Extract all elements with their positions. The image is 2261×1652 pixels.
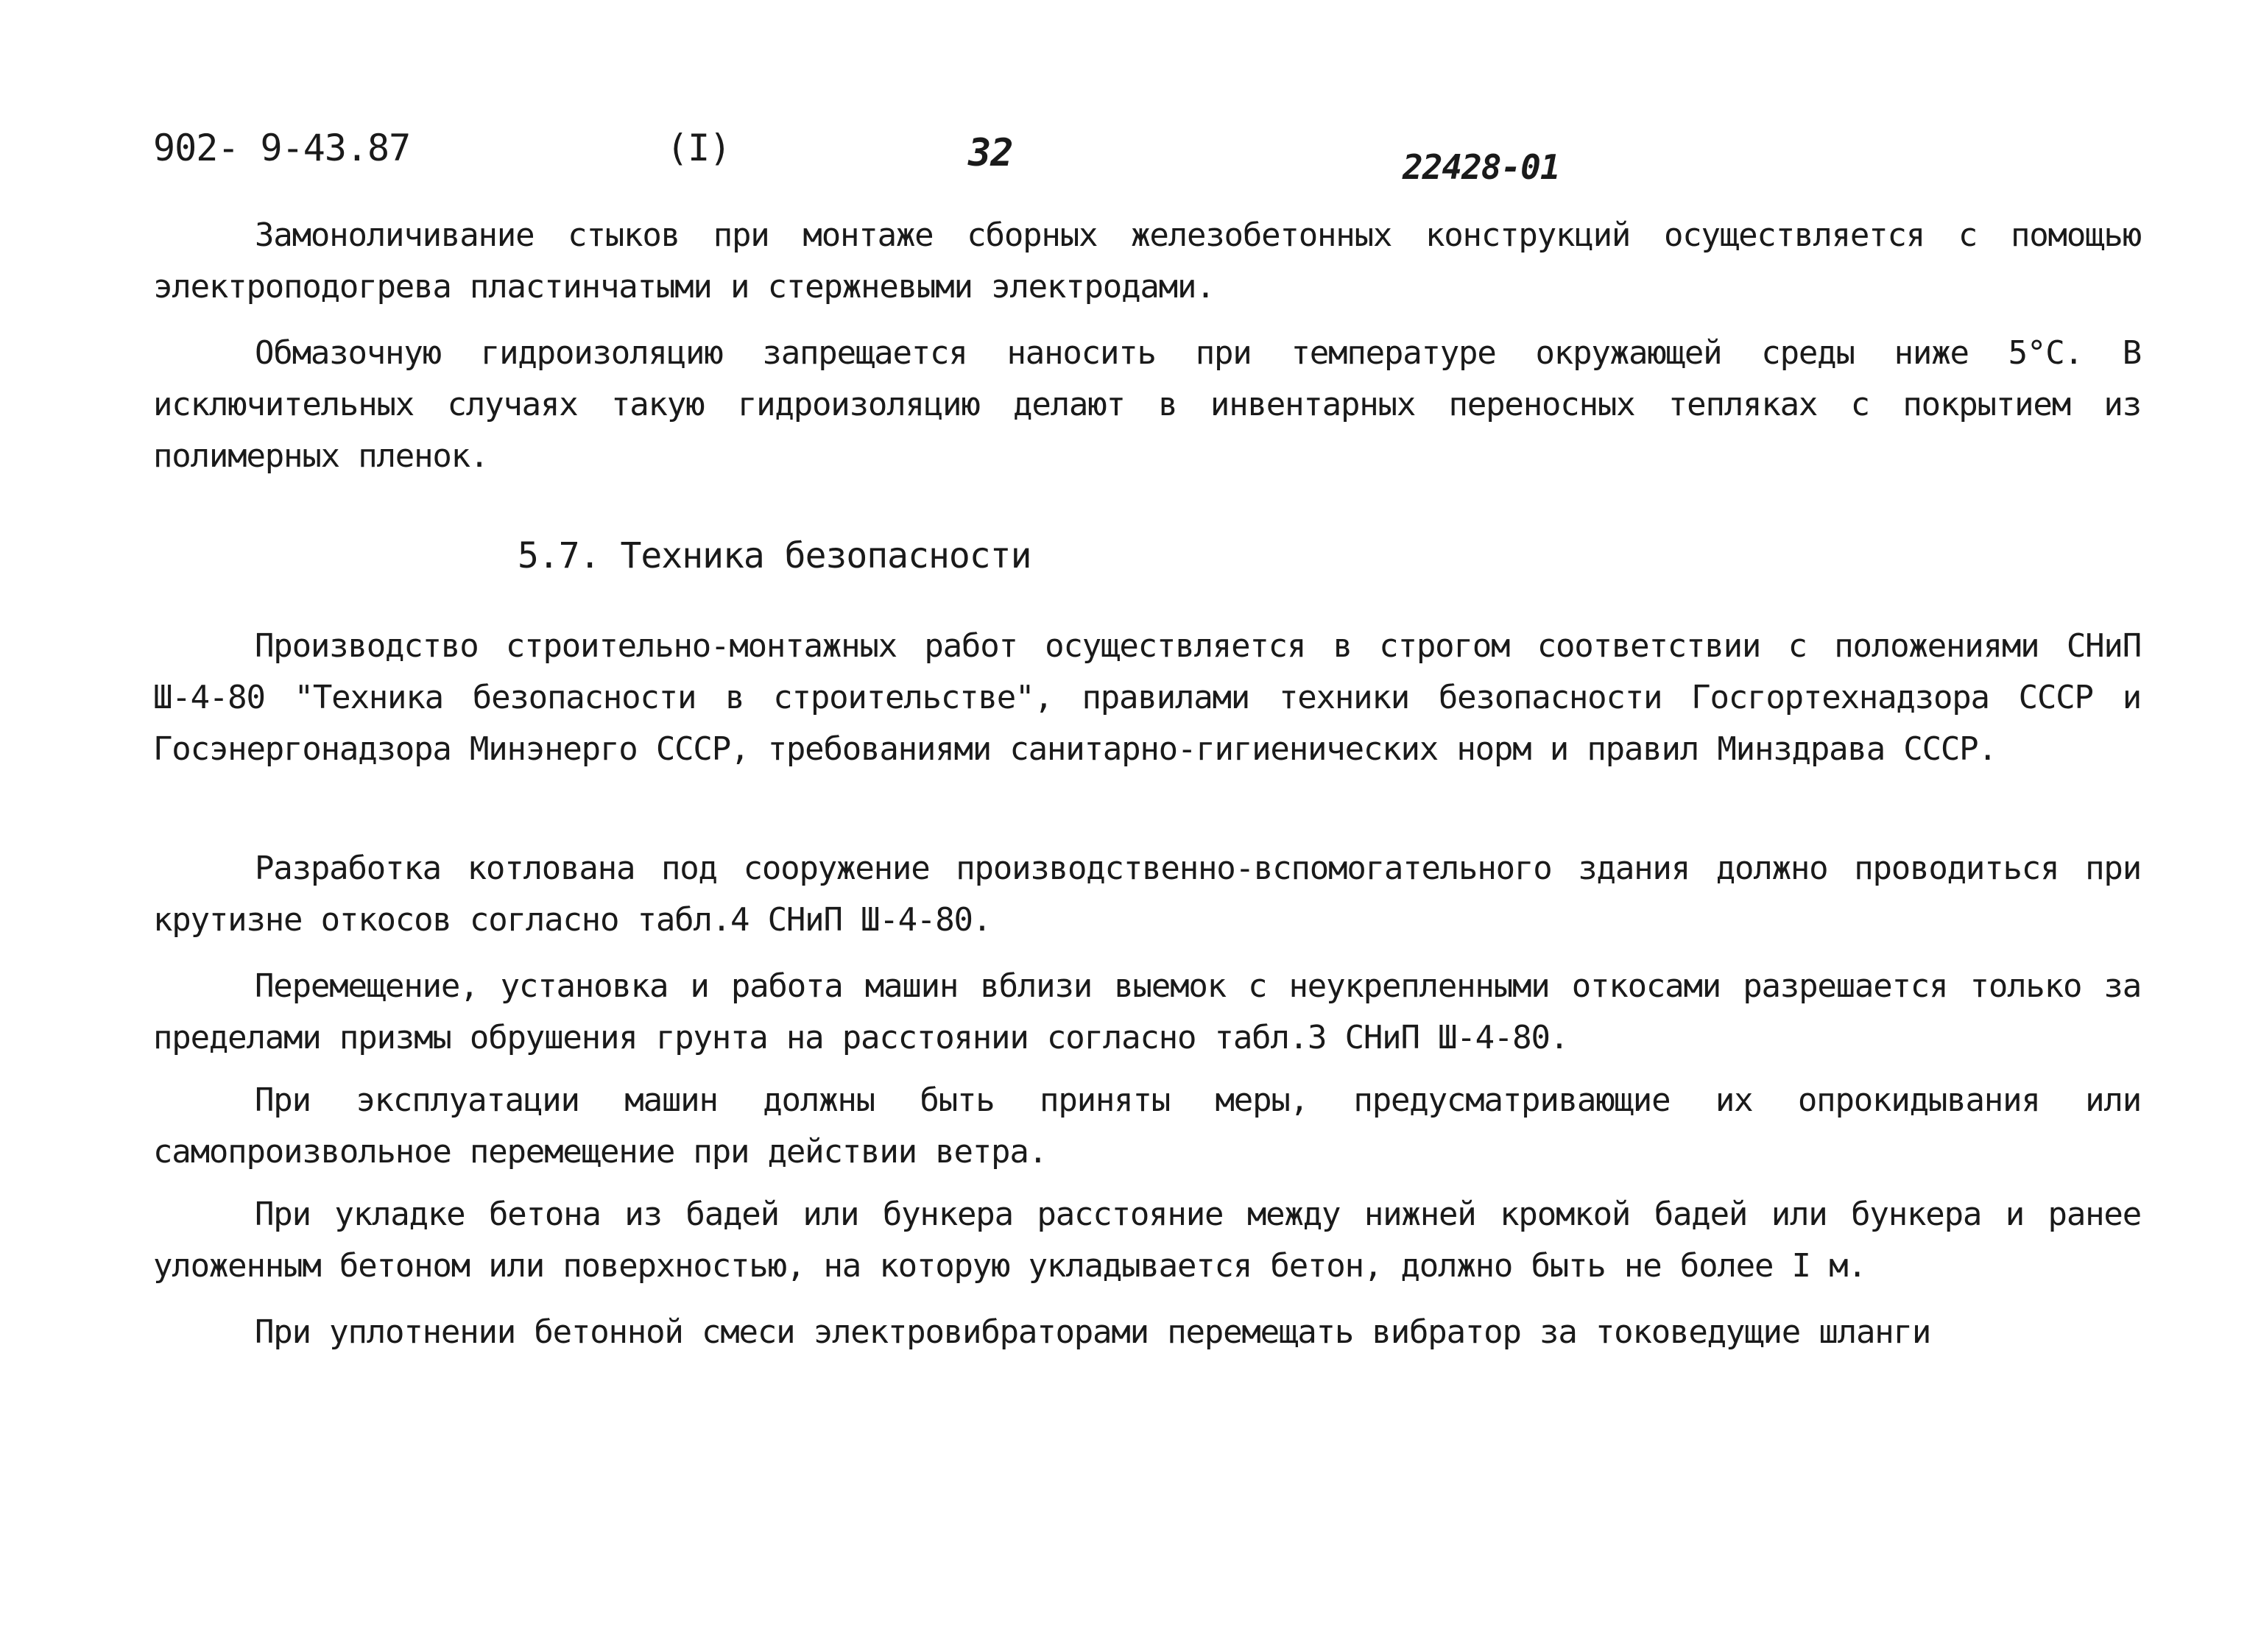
document-code: 902- 9-43.87 (153, 127, 411, 169)
paragraph: Замоноличивание стыков при монтаже сборных железобетонных конструкций осуществляется с помощью электроподогрева пластинчатыми и стержневыми электродами. (153, 216, 2141, 306)
paragraph: При укладке бетона из бадей или бункера расстояние между нижней кромкой бадей или бункера и ранее уложенным бетоном или поверхностью, на которую укладывается бетон, должно быть не более I м. (153, 1196, 2141, 1285)
sheet-mark: (I) (666, 127, 731, 169)
paragraph: Перемещение, установка и работа машин вблизи выемок с неукрепленными откосами разрешается только за пределами призмы обрушения грунта на расстоянии согласно табл.3 СНиП Ш-4-80. (153, 967, 2141, 1056)
paragraph: Производство строительно-монтажных работ осуществляется в строгом соответствии с положениями СНиП Ш-4-80 "Техника безопасности в строительстве", правилами техники безопасности Госгортехнадзора СССР и Госэнергонадзора Минэнерго СССР, требованиями санитарно-гигиенических норм и правил Минздрава СССР. (153, 627, 2141, 768)
paragraph: Обмазочную гидроизоляцию запрещается наносить при температуре окружающей среды ниже 5°С. В исключительных случаях такую гидроизоляцию делают в инвентарных переносных тепляках с покрытием из полимерных пленок. (153, 334, 2141, 475)
section-heading: 5.7. Техника безопасности (518, 535, 1031, 576)
paragraph: Разработка котлована под сооружение производственно-вспомогательного здания должно проводиться при крутизне откосов согласно табл.4 СНиП Ш-4-80. (153, 850, 2141, 939)
paragraph: При эксплуатации машин должны быть приняты меры, предусматривающие их опрокидывания или самопроизвольное перемещение при действии ветра. (153, 1081, 2141, 1171)
paragraph: При уплотнении бетонной смеси электровибраторами перемещать вибратор за токоведущие шланги (255, 1313, 1931, 1351)
document-number: 22428-01 (1403, 147, 1560, 187)
page-number: 32 (968, 131, 1013, 175)
